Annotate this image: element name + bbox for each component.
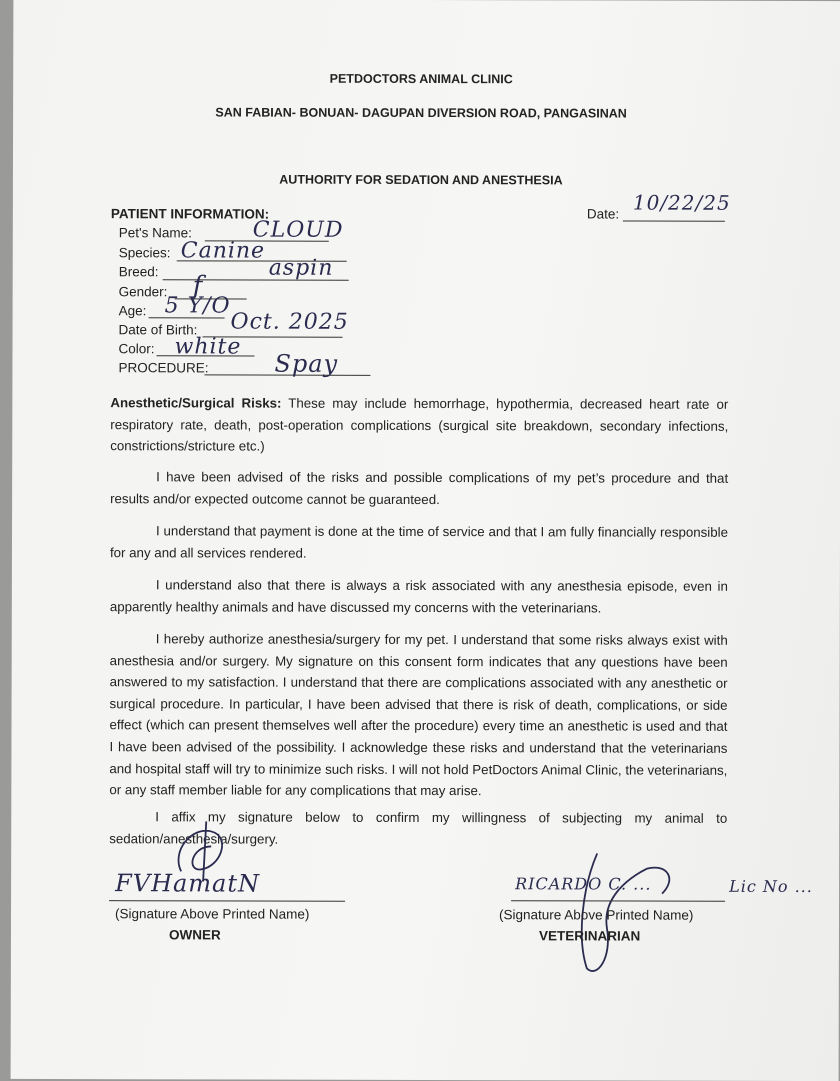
paragraph-advised-text: I have been advised of the risks and possible complications of my pet’s procedure and that results and/or expected outcome cannot be guaranteed. [110, 469, 729, 507]
gender-label: Gender: [118, 284, 168, 300]
color-label: Color: [118, 341, 155, 357]
vet-role: VETERINARIAN [538, 928, 641, 944]
age-label: Age: [118, 303, 147, 319]
owner-role: OWNER [168, 927, 221, 943]
vet-license-note: Lic No ... [729, 876, 813, 897]
date-label: Date: [586, 206, 620, 222]
clinic-name: PETDOCTORS ANIMAL CLINIC [329, 71, 513, 87]
procedure-value: Spay [274, 349, 339, 378]
paragraph-anesthesia-risk-text: I understand also that there is always a risk associated with any anesthesia episode, even in apparently healthy animals and have discussed my concerns with the veterinarians. [109, 577, 728, 616]
color-value: white [174, 334, 242, 360]
vet-printed-name: RICARDO C. ... [515, 874, 652, 894]
pet-name-value: CLOUD [252, 217, 344, 243]
pet-name-label: Pet's Name: [118, 225, 192, 241]
breed-label: Breed: [118, 264, 159, 280]
species-value: Canine [180, 238, 266, 264]
owner-printed-name: FVHamatN [115, 869, 261, 898]
form-title: AUTHORITY FOR SEDATION AND ANESTHESIA [279, 172, 563, 188]
paragraph-payment [110, 520, 728, 565]
breed-value: aspin [268, 255, 334, 281]
risks-text: These may include hemorrhage, hypothermia, decreased heart rate or respiratory rate, death, post-operation complications (surgical site breakdown, secondary infections, constrictions/stricture etc.) [110, 395, 729, 454]
owner-signature-caption: (Signature Above Printed Name) [115, 906, 310, 922]
date-of-birth-label: Date of Birth: [118, 322, 198, 338]
risks-label: Anesthetic/Surgical Risks: [110, 395, 282, 411]
species-label: Species: [118, 245, 171, 261]
date-line [623, 221, 725, 222]
procedure-label: PROCEDURE: [118, 360, 209, 376]
paragraph-payment-text: I understand that payment is done at the time of service and that I am fully financially responsible for any and all services rendered. [109, 523, 729, 561]
age-value: 5 Y/O [164, 293, 231, 319]
paragraph-advised [110, 466, 728, 511]
paragraph-anesthesia-risk [110, 574, 728, 619]
patient-info-heading: PATIENT INFORMATION: [110, 206, 270, 222]
risks-paragraph [110, 392, 728, 458]
clinic-address: SAN FABIAN- BONUAN- DAGUPAN DIVERSION ROAD, PANGASINAN [215, 105, 627, 121]
paragraph-affix-signature-text: I affix my signature below to confirm my willingness of subjecting my animal to sedation/anesthesia/surgery. [109, 809, 728, 847]
owner-signature-line [109, 900, 345, 902]
date-value: 10/22/25 [632, 190, 731, 215]
paragraph-authorization [109, 628, 727, 802]
paragraph-authorization-text: I hereby authorize anesthesia/surgery for my pet. I understand that some risks always exist with anesthesia and/or surgery. My signature on this consent form indicates that any questions have been answered to my satisfaction. I understand that there are complications associated with any anesthetic or surgical procedure. In particular, I have been advised that there is risk of death, complications, or side effect (which can present themselves well after the procedure) every time an anesthetic is used and that I have been advised of the possibility. I acknowledge these risks and understand that the veterinarians and hospital staff will try to minimize such risks. I will not hold PetDoctors Animal Clinic, the veterinarians, or any staff member liable for any complications that may arise. [109, 631, 728, 799]
date-of-birth-value: Oct. 2025 [230, 309, 349, 335]
gender-value: f [192, 271, 204, 302]
vet-signature-caption: (Signature Above Printed Name) [498, 907, 694, 923]
consent-form-page [11, 0, 840, 1081]
